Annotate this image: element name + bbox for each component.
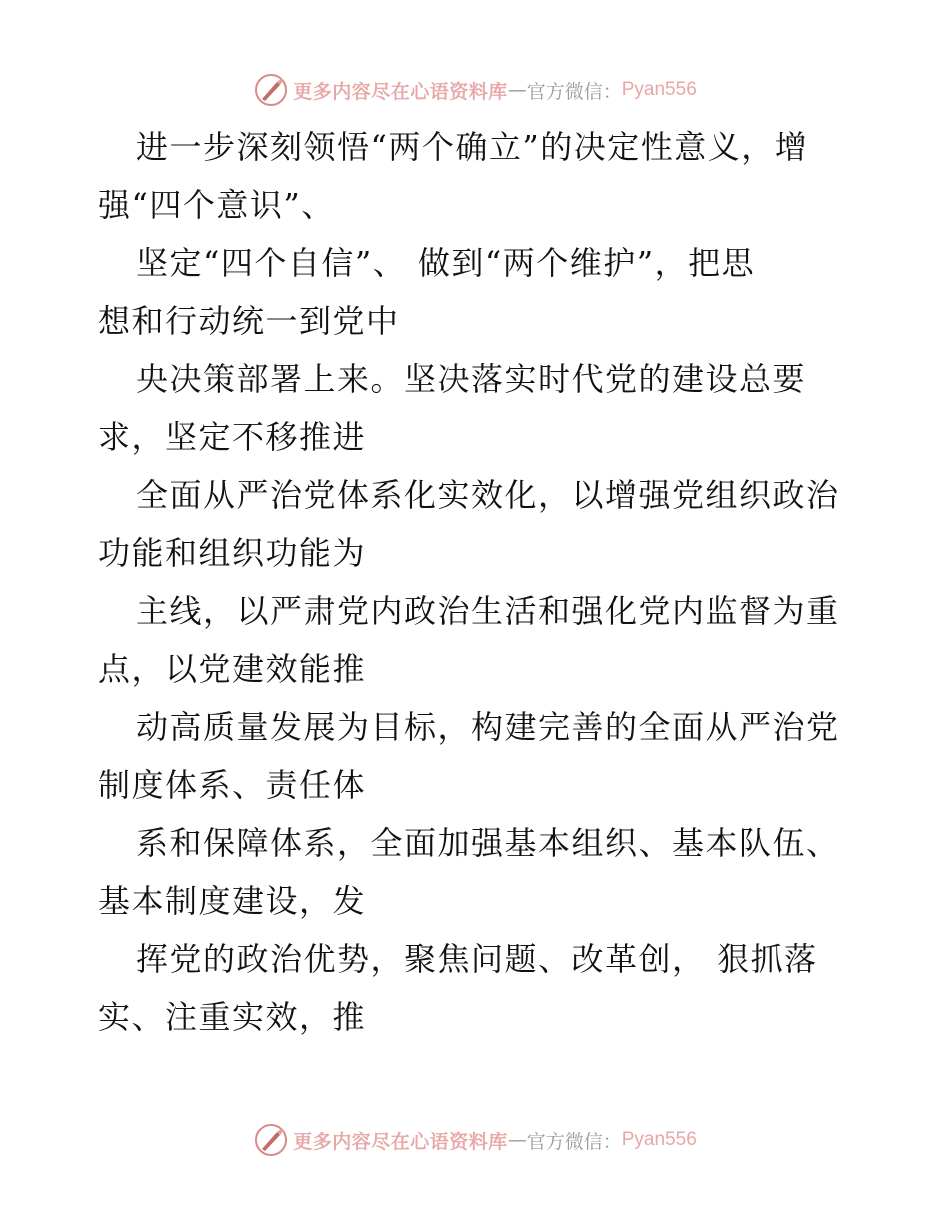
document-body [98, 118, 858, 1046]
body-line: 进一步深刻领悟“两个确立”的决定性意义，增 [136, 128, 809, 166]
body-line: 坚定“四个自信”、 做到“两个维护”，把思 [136, 244, 756, 282]
watermark-wechat-label: 官方微信： [526, 80, 622, 103]
body-line: 基本制度建设，发 [98, 882, 367, 920]
body-line: 实、注重实效，推 [98, 998, 367, 1036]
body-line: 制度体系、责任体 [98, 766, 367, 804]
watermark-title: 更多内容尽在心语资料库 [293, 80, 508, 103]
watermark-title: 更多内容尽在心语资料库 [293, 1130, 508, 1153]
watermark-separator: — [507, 79, 527, 101]
footer-watermark [0, 1120, 950, 1160]
body-line: 动高质量发展为目标，构建完善的全面从严治党 [136, 708, 840, 746]
watermark-separator: — [507, 1129, 527, 1151]
body-line: 想和行动统一到党中 [98, 302, 400, 340]
body-line: 点，以党建效能推 [98, 650, 367, 688]
watermark-wechat-label: 官方微信： [526, 1130, 622, 1153]
body-line: 挥党的政治优势，聚焦问题、改革创， 狠抓落 [136, 940, 818, 978]
body-line: 主线，以严肃党内政治生活和强化党内监督为重 [136, 592, 840, 630]
watermark-wechat-id: Pyan556 [621, 79, 697, 100]
body-line: 系和保障体系，全面加强基本组织、基本队伍、 [136, 824, 840, 862]
body-line: 全面从严治党体系化实效化，以增强党组织政治 [136, 476, 840, 514]
header-watermark [0, 70, 950, 110]
body-line: 功能和组织功能为 [98, 534, 367, 572]
quill-pen-logo-icon [253, 1122, 289, 1158]
quill-pen-logo-icon [253, 72, 289, 108]
watermark-wechat-id: Pyan556 [621, 1129, 697, 1150]
body-line: 求，坚定不移推进 [98, 418, 367, 456]
body-line: 央决策部署上来。坚决落实时代党的建设总要 [136, 360, 807, 398]
body-line: 强“四个意识”、 [98, 186, 335, 224]
